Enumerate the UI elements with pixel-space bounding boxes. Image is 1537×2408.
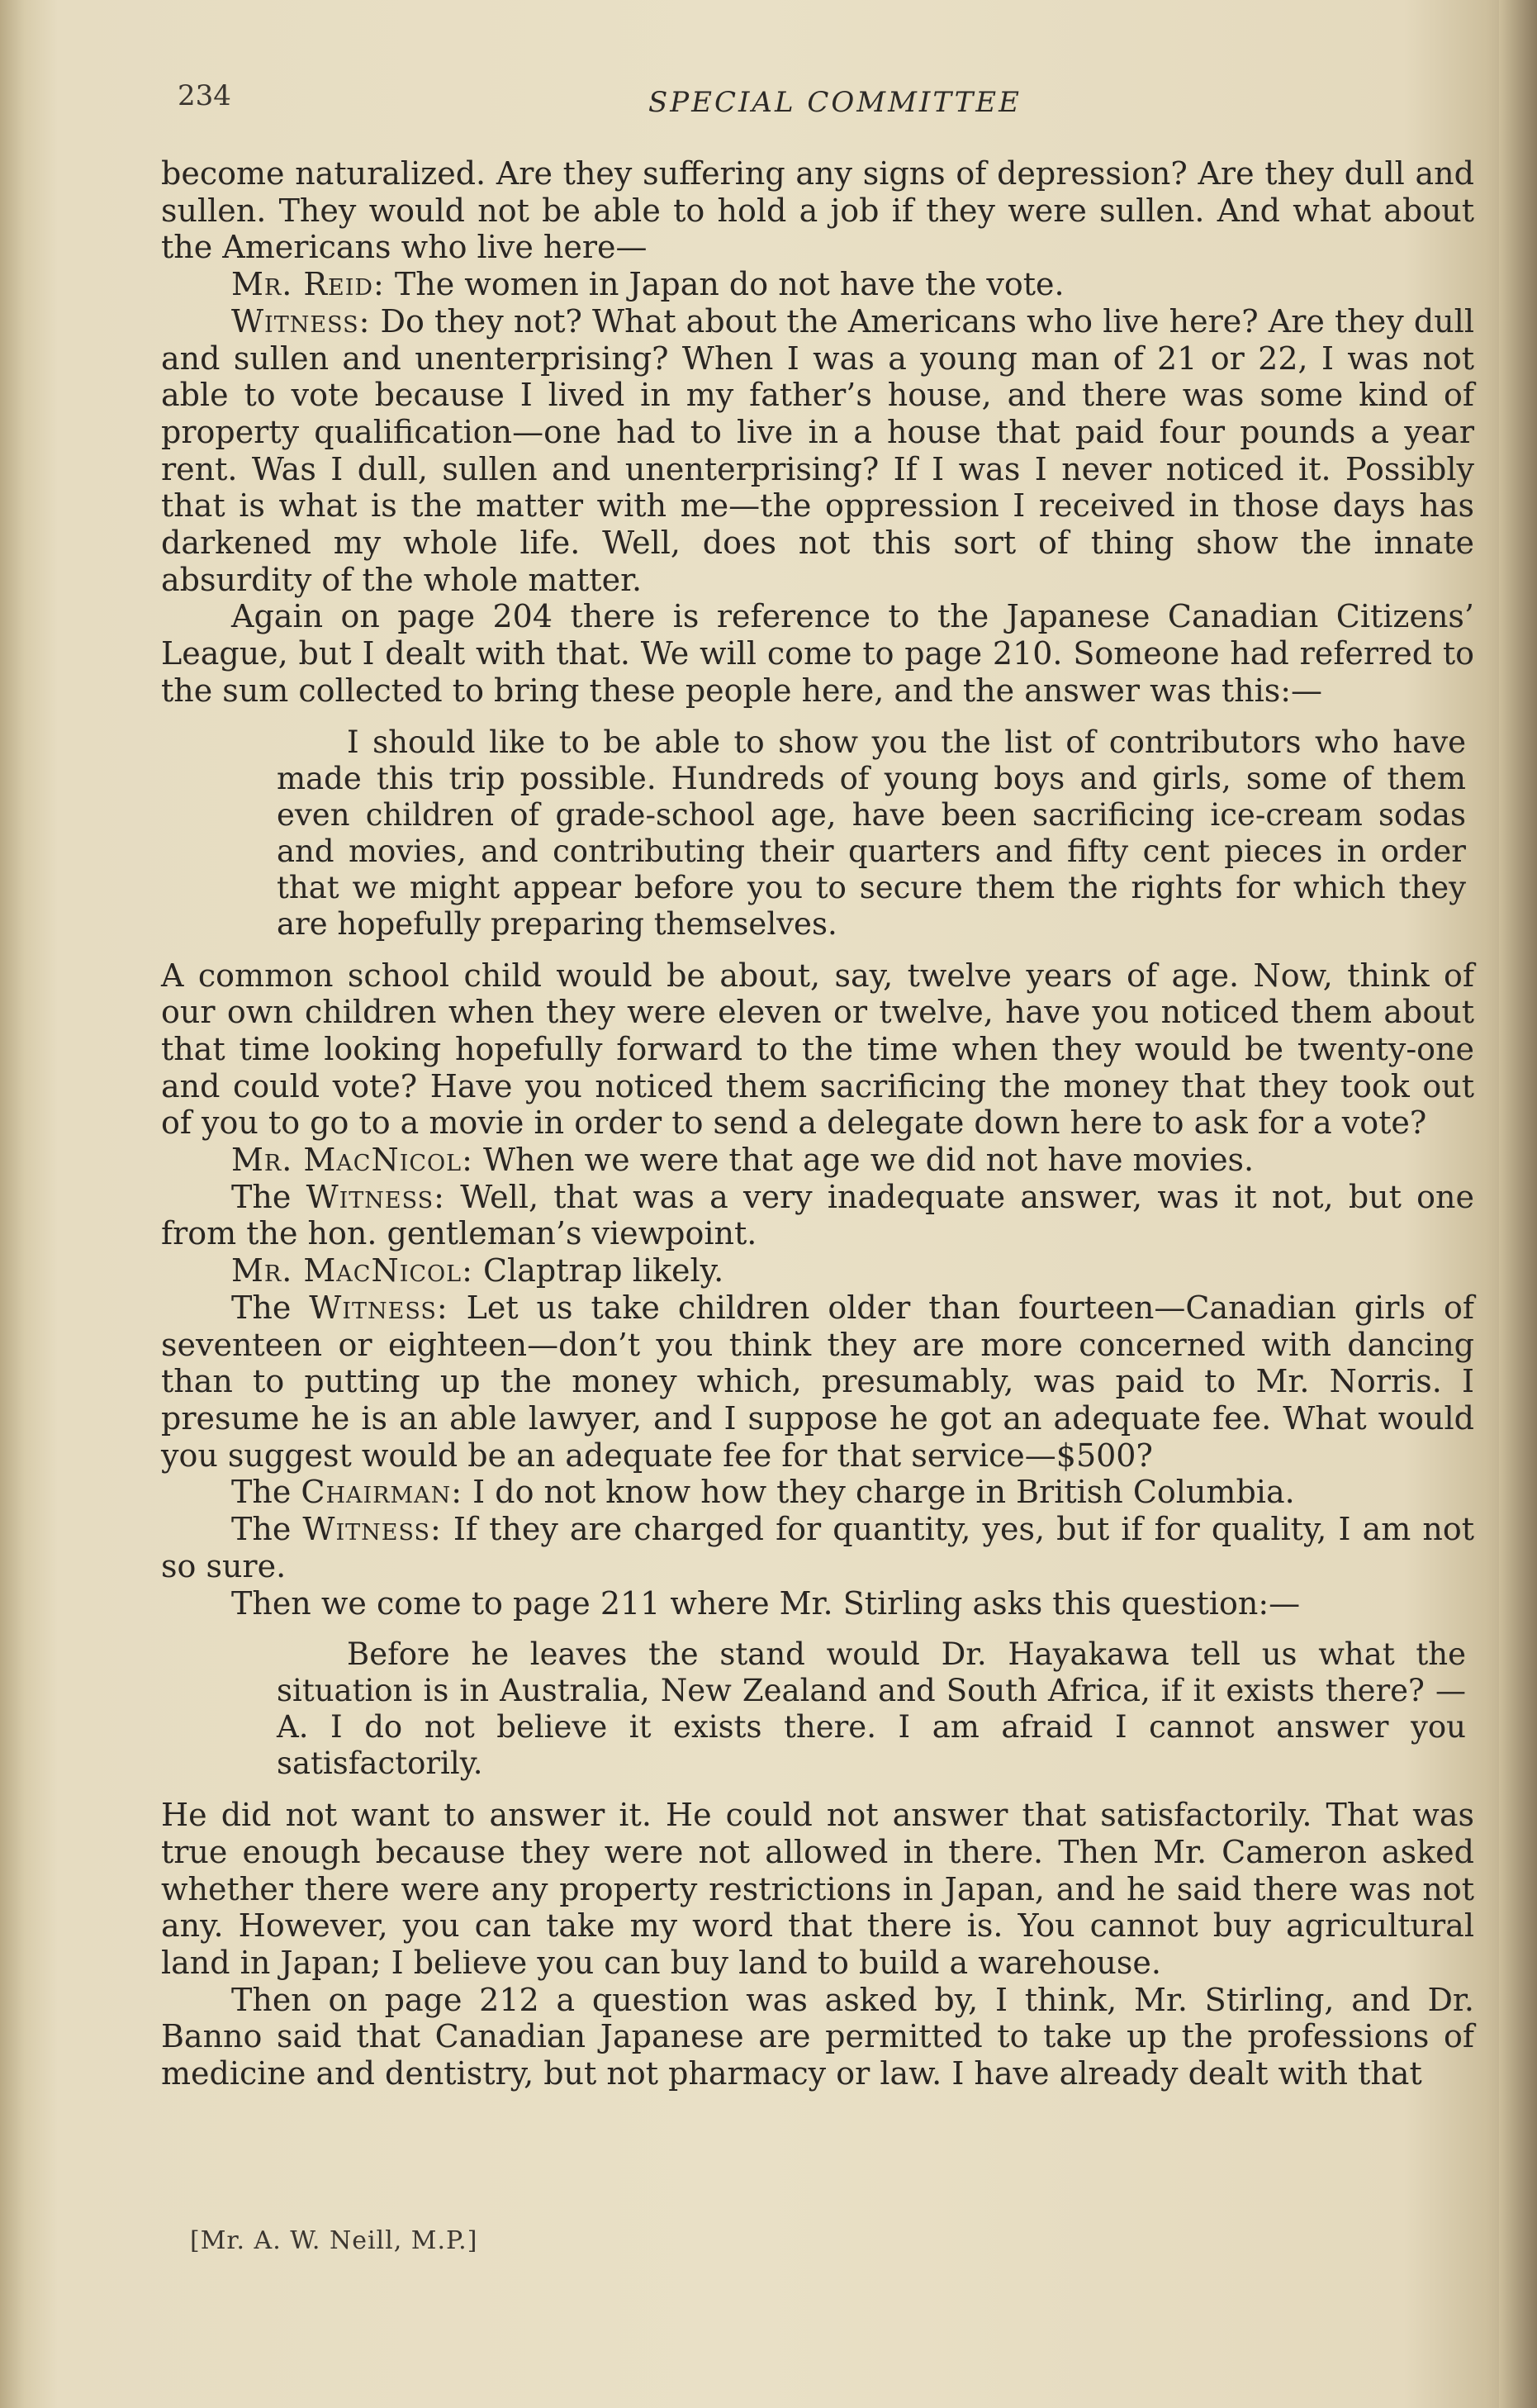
speaker-name: Mr. MacNicol: [231,1142,473,1179]
running-title: SPECIAL COMMITTEE [648,86,1022,119]
speaker-name: Witness: [309,1289,448,1326]
speech-text: The women in Japan do not have the vote. [384,266,1065,303]
block-quote: Before he leaves the stand would Dr. Hayakawa tell us what the situation is in Australia, New Zealand and South Africa, if it exists there? —A. I do not believe it exists there. I am afraid I cannot answer you satisfactorily. [277,1636,1466,1782]
paragraph: become naturalized. Are they suffering any signs of depression? Are they dull and sullen. They would not be able to hold a job if they were sullen. And what about the Americans who live here— [161,155,1474,266]
speaker-name: Mr. MacNicol: [231,1252,473,1289]
paragraph: He did not want to answer it. He could not answer that satisfactorily. That was true enough because they were not allowed in there. Then Mr. Cameron asked whether there were any property restrictions in Japan, and he said there was not any. However, you can take my word that there is. You cannot buy agricultural land in Japan; I believe you can buy land to build a warehouse. [161,1797,1474,1982]
speech-text: Do they not? What about the Americans who live here? Are they dull and sullen and unenterprising? When I was a young man of 21 or 22, I was not able to vote because I lived in my father’s house, and there was some kind of property qualification—one had to live in a house that paid four pounds a year rent. Was I dull, sullen and unenterprising? If I was I never noticed it. Possibly that is what is the matter with me—the oppression I received in those days has darkened my whole life. Well, does not this sort of thing show the innate absurdity of the whole matter. [161,302,1474,598]
speaker-paragraph [161,1289,1474,1475]
paragraph: A common school child would be about, say, twelve years of age. Now, think of our own children when they were eleven or twelve, have you noticed them about that time looking hopefully forward to the time when they would be twenty-one and could vote? Have you noticed them sacrificing the money that they took out of you to go to a movie in order to send a delegate down here to ask for a vote? [161,957,1474,1142]
paragraph: Then we come to page 211 where Mr. Stirling asks this question:— [231,1584,1301,1622]
speech-text: Let us take children older than fourteen—Canadian girls of seventeen or eighteen—don’t you think they are more concerned with dancing than to putting up the money which, presumably, was paid to Mr. Norris. I presume he is an able lawyer, and I suppose he got an adequate fee. What would you suggest would be an adequate fee for that service—$500? [161,1289,1475,1474]
speech-text: Well, that was a very inadequate answer, was it not, but one from the hon. gentleman’s viewpoint. [161,1178,1475,1252]
speech-text: When we were that age we did not have movies. [472,1142,1255,1179]
speaker-prefix: The [231,1474,301,1511]
paragraph: Again on page 204 there is reference to the Japanese Canadian Citizens’ League, but I dealt with that. We will come to page 210. Someone had referred to the sum collected to bring these people here, and the answer was this:— [161,598,1474,709]
speaker-name: Witness: [231,302,371,340]
speaker-name: Mr. Reid: [231,266,385,303]
speaker-name: Chairman: [301,1474,463,1511]
speech-text: If they are charged for quantity, yes, but if for quality, I am not so sure. [161,1511,1475,1584]
block-quote: I should like to be able to show you the list of contributors who have made this trip possible. Hundreds of young boys and girls, some of them even children of grade-school age, have been sacrificing ice-cream sodas and movies, and contributing their quarters and fifty cent pieces in order that we might appear before you to secure them the rights for which they are hopefully preparing themselves. [277,724,1466,942]
speaker-name: Witness: [306,1178,445,1215]
speaker-paragraph [161,1474,1474,1511]
speaker-paragraph [161,1252,1474,1289]
speaker-prefix: The [231,1289,310,1326]
speech-text: Claptrap likely. [472,1252,724,1289]
paragraph: Then on page 212 a question was asked by, I think, Mr. Stirling, and Dr. Banno said that Canadian Japanese are permitted to take up the professions of medicine and dentistry, but not pharmacy or law. I have already dealt with that [161,1981,1474,2092]
footer-attribution: [Mr. A. W. Neill, M.P.] [190,2226,478,2255]
speech-text: I do not know how they charge in British Columbia. [463,1474,1295,1511]
page-number: 234 [178,79,231,112]
speaker-prefix: The [231,1511,303,1548]
book-spine [1499,0,1537,2408]
body-text [161,155,1474,2092]
speaker-paragraph [161,1179,1474,1252]
speaker-prefix: The [231,1178,306,1215]
speaker-paragraph [161,1142,1474,1179]
speaker-name: Witness: [302,1511,442,1548]
speaker-paragraph [161,266,1474,303]
speaker-paragraph [161,1511,1474,1584]
page-header [178,79,1466,129]
speaker-paragraph [161,303,1474,599]
